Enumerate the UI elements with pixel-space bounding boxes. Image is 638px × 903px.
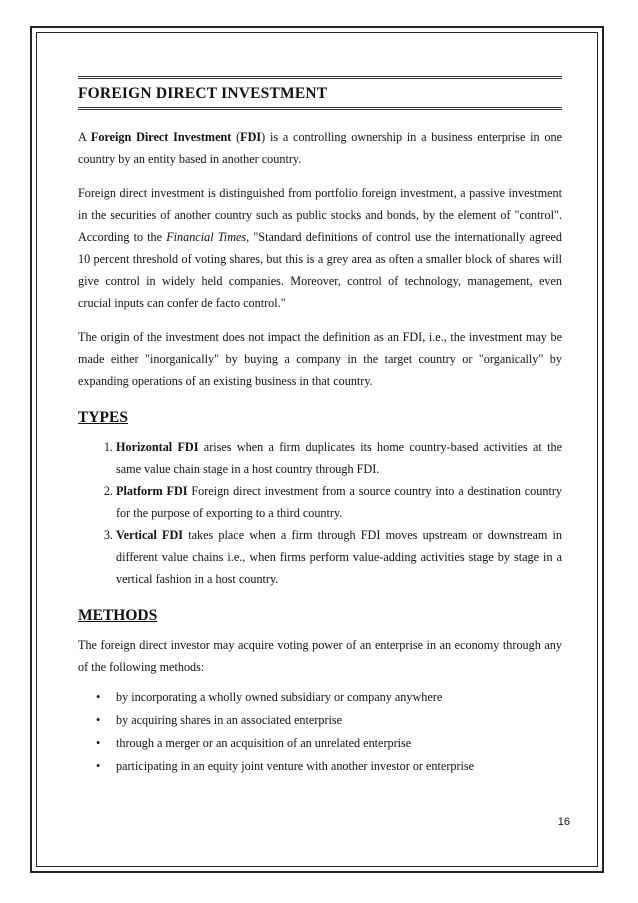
fdi-term: Foreign Direct Investment [90,130,232,144]
list-item: 2. Platform FDI Foreign direct investment from a source country into a destination country for the purpose of exporting to a third country. [116,480,562,524]
methods-heading: METHODS [78,607,158,624]
methods-list [78,686,562,778]
title-rule-top [78,76,562,79]
source-name: Financial Times [166,230,247,244]
origin-paragraph: The origin of the investment does not impact the definition as an FDI, i.e., the investment may be made either "inorganically" by buying a company in the target country or "organically" by expanding operations of an existing business in that country. [78,330,562,388]
list-item: 1. Horizontal FDI arises when a firm duplicates its home country-based activities at the same value chain stage in a host country through FDI. [116,436,562,480]
bullet-icon: • [96,713,101,727]
control-paragraph: Foreign direct investment is distinguished from portfolio foreign investment, a passive investment in the securities of another country such as public stocks and bonds, by the element of "control". According to the Financial Times, "Standard definitions of control use the internationally agreed 10 percent threshold of voting shares, but this is a grey area as often a smaller block of shares will give control in widely held companies. Moreover, control of technology, management, even crucial inputs can confer de facto control." [78,186,562,310]
bullet-icon: • [96,690,101,704]
document-body [78,76,562,778]
list-item: • by acquiring shares in an associated enterprise [116,709,562,732]
types-list [78,436,562,590]
document-title: FOREIGN DIRECT INVESTMENT [78,85,328,102]
fdi-abbr: FDI [240,130,262,144]
title-rule-bottom [78,107,562,110]
types-heading: TYPES [78,409,128,426]
list-item: • participating in an equity joint venture with another investor or enterprise [116,755,562,778]
bullet-icon: • [96,759,101,773]
list-item: • by incorporating a wholly owned subsidiary or company anywhere [116,686,562,709]
methods-intro: The foreign direct investor may acquire voting power of an enterprise in an economy through any of the following methods: [78,638,562,674]
page-number: 16 [557,816,570,828]
list-item: 3. Vertical FDI takes place when a firm through FDI moves upstream or downstream in different value chains i.e., when firms perform value-adding activities stage by stage in a vertical fashion in a host country. [116,524,562,590]
list-item: • through a merger or an acquisition of an unrelated enterprise [116,732,562,755]
intro-paragraph: A Foreign Direct Investment (FDI) is a controlling ownership in a business enterprise in one country by an entity based in another country. [78,130,563,166]
bullet-icon: • [96,736,101,750]
